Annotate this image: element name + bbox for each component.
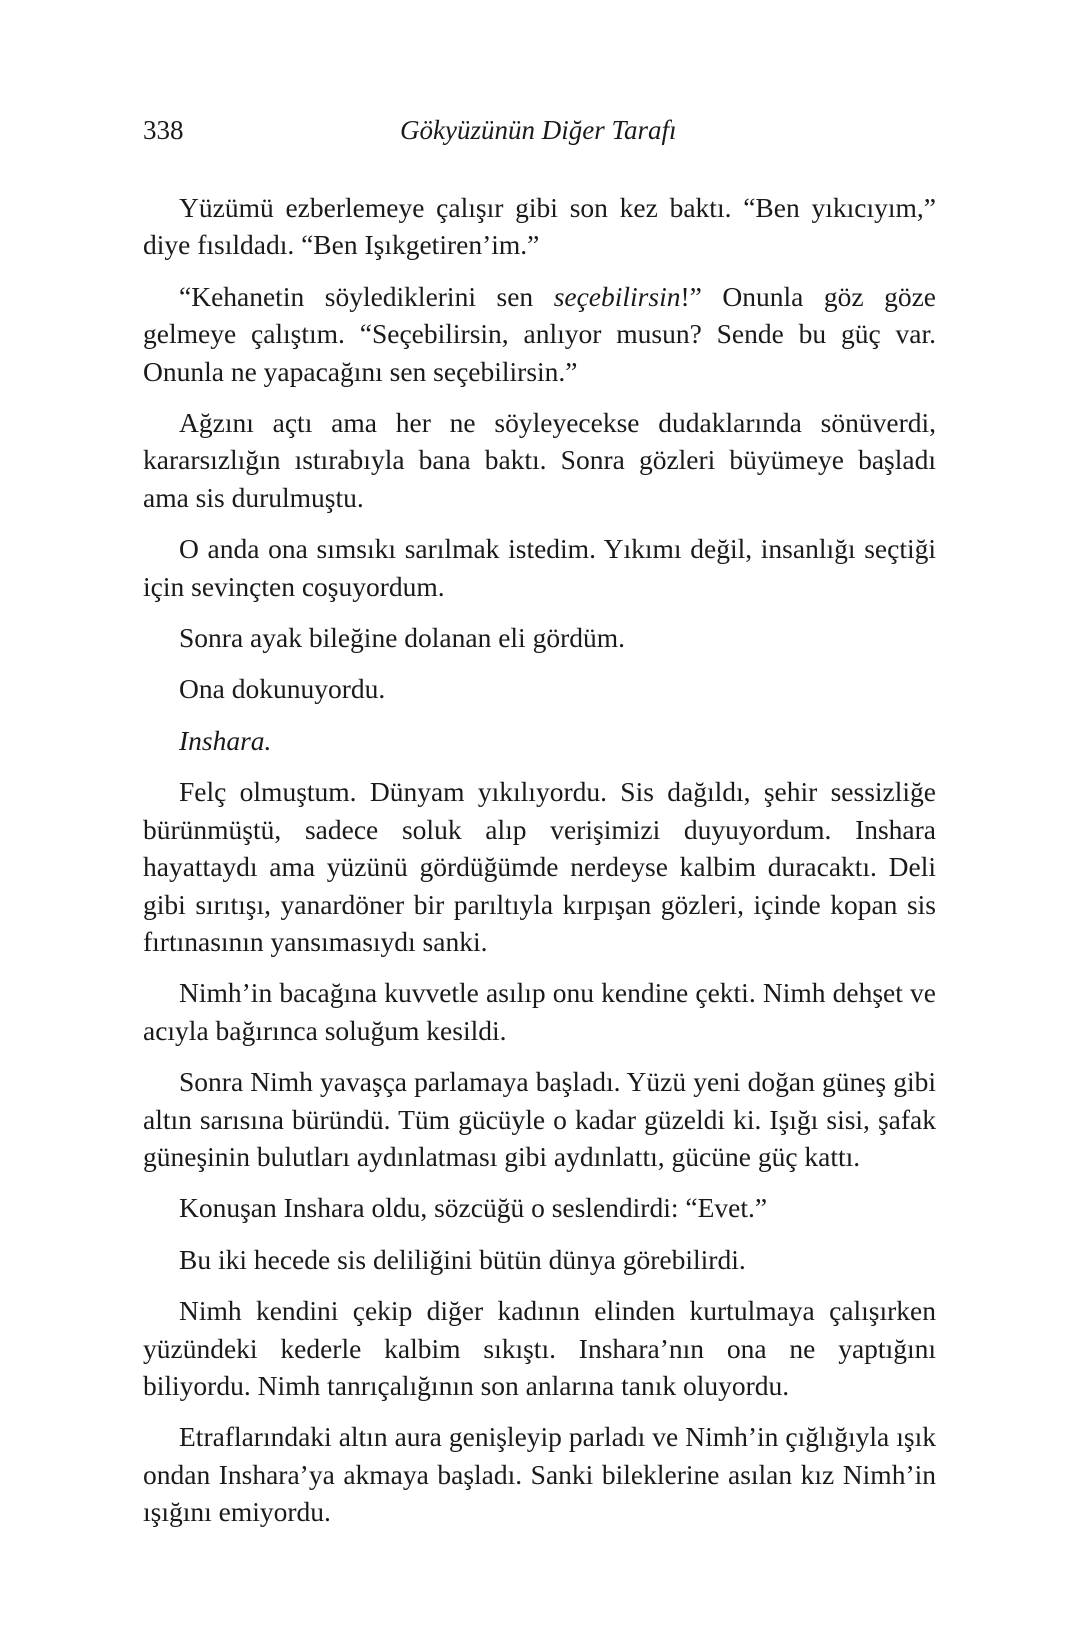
- paragraph: Ağzını açtı ama her ne söyleyecekse dudaklarında sönüverdi, kararsızlığın ıstırabıyla bana baktı. Sonra gözleri büyümeye başladı ama sis durulmuştu.: [143, 407, 936, 513]
- paragraph: O anda ona sımsıkı sarılmak istedim. Yıkımı değil, insanlığı seçtiği için sevinçten coşuyordum.: [143, 533, 936, 602]
- paragraph: Yüzümü ezberlemeye çalışır gibi son kez baktı. “Ben yıkıcıyım,” diye fısıldadı. “Ben Işıkgetiren’im.”: [143, 192, 936, 261]
- paragraph: Sonra Nimh yavaşça parlamaya başladı. Yüzü yeni doğan güneş gibi altın sarısına büründü. Tüm gücüyle o kadar güzeldi ki. Işığı sisi, şafak güneşinin bulutları aydınlatması gibi aydınlattı, gücüne güç kattı.: [143, 1066, 936, 1172]
- running-title: Gökyüzünün Diğer Tarafı: [400, 115, 677, 145]
- paragraph: Ona dokunuyordu.: [179, 673, 386, 705]
- paragraph: Nimh kendini çekip diğer kadının elinden kurtulmaya çalışırken yüzündeki kederle kalbim sıkıştı. Inshara’nın ona ne yaptığını biliyordu. Nimh tanrıçalığının son anlarına tanık oluyordu.: [143, 1295, 936, 1401]
- body-text: [143, 189, 936, 1545]
- paragraph: Etraflarındaki altın aura genişleyip parladı ve Nimh’in çığlığıyla ışık ondan Inshara’ya akmaya başladı. Sanki bileklerine asılan kız Nimh’in ışığını emiyordu.: [143, 1421, 936, 1528]
- paragraph: Konuşan Inshara oldu, sözcüğü o seslendirdi: “Evet.”: [179, 1192, 768, 1224]
- emphasis: Inshara.: [179, 724, 272, 756]
- paragraph: Sonra ayak bileğine dolanan eli gördüm.: [179, 622, 625, 654]
- paragraph: “Kehanetin söylediklerini sen seçebilirsin!” Onunla göz göze gelmeye çalıştım. “Seçebilirsin, anlıyor musun? Sende bu güç var. Onunla ne yapacağını sen seçebilirsin.”: [143, 280, 936, 387]
- emphasis: seçebilirsin: [553, 280, 681, 312]
- paragraph: [143, 722, 936, 759]
- page-number: 338: [143, 115, 184, 145]
- paragraph: Felç olmuştum. Dünyam yıkılıyordu. Sis dağıldı, şehir sessizliğe bürünmüştü, sadece soluk alıp verişimizi duyuyordum. Inshara hayattaydı ama yüzünü gördüğümde nerdeyse kalbim duracaktı. Deli gibi sırıtışı, yanardöner bir parıltıyla kırpışan gözleri, içinde kopan sis fırtınasının yansımasıydı sanki.: [143, 776, 936, 957]
- paragraph: Nimh’in bacağına kuvvetle asılıp onu kendine çekti. Nimh dehşet ve acıyla bağırınca soluğum kesildi.: [143, 977, 936, 1046]
- paragraph: Bu iki hecede sis deliliğini bütün dünya görebilirdi.: [179, 1243, 746, 1275]
